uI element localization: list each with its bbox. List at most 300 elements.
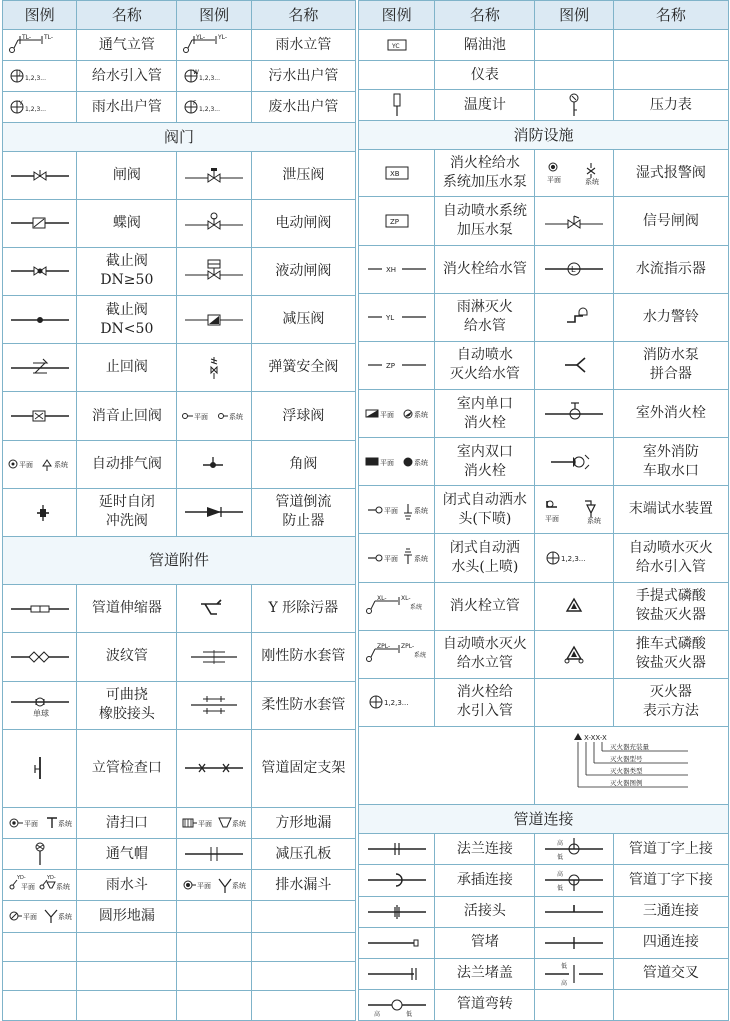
name-cell <box>77 585 177 633</box>
table-row <box>3 92 356 123</box>
symbol-name: 推车式磷酸 铵盐灭火器 <box>635 636 706 672</box>
symbol-cell <box>535 245 613 293</box>
symbol-name: 管道倒流 防止器 <box>275 494 332 530</box>
symbol-cell <box>359 245 435 293</box>
oil-separator-icon <box>364 30 430 60</box>
table-row <box>3 808 356 839</box>
table-row <box>3 870 356 901</box>
wheeled-extinguisher-icon <box>541 639 607 669</box>
table-header-row <box>359 1 729 30</box>
table-row <box>359 865 729 896</box>
symbol-name: 给水引入管 <box>91 67 162 84</box>
name-cell <box>435 150 535 197</box>
svg-text:YL: YL <box>385 314 394 323</box>
svg-text:系统: 系统 <box>587 516 602 525</box>
symbol-cell <box>177 990 251 1020</box>
name-cell <box>435 834 535 865</box>
table-row <box>3 440 356 488</box>
symbol-cell <box>3 61 77 92</box>
symbol-cell <box>359 865 435 896</box>
table-row <box>359 958 729 989</box>
name-cell <box>251 392 355 440</box>
name-cell <box>77 870 177 901</box>
hydrant-riser-icon <box>364 591 430 621</box>
symbol-name: 角阀 <box>289 455 318 472</box>
symbol-name: 管道弯转 <box>456 996 513 1013</box>
symbol-cell <box>359 438 435 486</box>
symbol-name: 截止阀 DN<50 <box>100 301 154 337</box>
name-cell <box>77 92 177 123</box>
flow-indicator-icon <box>541 254 607 284</box>
electric-gate-valve-icon <box>181 208 247 238</box>
butterfly-valve-icon <box>7 208 73 238</box>
symbol-name: 消火栓给 水引入管 <box>456 684 513 720</box>
riser-cleanout-icon <box>7 753 73 783</box>
symbol-cell <box>359 150 435 197</box>
pressure-relief-valve-icon <box>181 161 247 191</box>
stop-valve-small-icon <box>7 305 73 335</box>
table-row <box>3 123 356 152</box>
outlet-y-icon <box>7 92 73 122</box>
name-cell <box>613 30 728 61</box>
symbol-cell <box>535 927 613 958</box>
stop-valve-large-icon <box>7 256 73 286</box>
check-valve-icon <box>7 353 73 383</box>
name-cell <box>613 341 728 389</box>
symbol-cell <box>177 392 251 440</box>
name-cell <box>435 245 535 293</box>
symbol-cell <box>359 534 435 582</box>
svg-text:平面: 平面 <box>198 820 213 829</box>
symbol-cell <box>3 392 77 440</box>
symbol-cell <box>3 585 77 633</box>
symbol-name: 三通连接 <box>642 903 699 920</box>
name-cell <box>435 486 535 534</box>
gate-valve-icon <box>7 161 73 191</box>
symbol-cell <box>535 958 613 989</box>
header-name: 名称 <box>435 1 535 30</box>
svg-text:低: 低 <box>405 1010 412 1018</box>
name-cell <box>435 61 535 90</box>
name-cell <box>435 390 535 438</box>
symbol-name: 水力警铃 <box>642 308 699 325</box>
symbol-cell <box>535 150 613 197</box>
symbol-cell <box>3 92 77 123</box>
svg-text:高: 高 <box>557 871 564 879</box>
svg-text:XB: XB <box>389 170 400 179</box>
symbol-name: 末端试水装置 <box>628 501 713 518</box>
spring-safety-valve-icon <box>181 353 247 383</box>
name-cell <box>435 30 535 61</box>
name-cell <box>435 678 535 726</box>
table-row <box>3 152 356 199</box>
symbol-name: 刚性防水套管 <box>261 648 346 665</box>
symbol-cell <box>359 582 435 630</box>
flange-joint-icon <box>364 834 430 864</box>
svg-text:1,2,3...: 1,2,3... <box>383 699 409 708</box>
symbol-cell <box>3 30 77 61</box>
svg-text:XL-: XL- <box>376 595 387 603</box>
symbol-name: 雨水出户管 <box>91 98 162 115</box>
table-row <box>359 438 729 486</box>
name-cell <box>435 896 535 927</box>
symbol-cell <box>359 197 435 245</box>
svg-text:平面: 平面 <box>547 176 562 185</box>
name-cell <box>251 247 355 295</box>
table-row <box>3 488 356 536</box>
sprinkler-supply-pipe-icon <box>364 350 430 380</box>
symbol-cell <box>359 630 435 678</box>
table-row <box>3 990 356 1020</box>
svg-text:平面: 平面 <box>18 461 33 470</box>
table-row <box>359 121 729 150</box>
symbol-cell <box>177 932 251 961</box>
name-cell <box>251 440 355 488</box>
name-cell <box>251 729 355 807</box>
svg-text:ZP: ZP <box>389 218 399 227</box>
socket-joint-icon <box>364 865 430 895</box>
symbol-cell <box>3 990 77 1020</box>
symbol-name: 减压孔板 <box>275 845 332 862</box>
symbol-name: 消火栓立管 <box>449 597 520 614</box>
symbol-cell <box>3 296 77 344</box>
name-cell <box>77 990 177 1020</box>
symbol-cell <box>359 989 435 1020</box>
union-icon <box>364 897 430 927</box>
name-cell <box>251 30 355 61</box>
table-row <box>3 633 356 681</box>
outlet-f-icon <box>181 92 247 122</box>
symbol-name: 仪表 <box>470 66 499 83</box>
blind-flange-icon <box>364 959 430 989</box>
table-row <box>359 927 729 958</box>
name-cell <box>435 438 535 486</box>
svg-text:XH: XH <box>385 266 396 275</box>
symbol-name: 消音止回阀 <box>91 407 162 424</box>
symbol-cell <box>3 152 77 199</box>
empty-cell <box>359 727 535 805</box>
symbol-cell <box>177 870 251 901</box>
name-cell <box>77 681 177 729</box>
symbol-name: 灭火器 表示方法 <box>642 684 699 720</box>
name-cell <box>613 958 728 989</box>
symbol-cell <box>359 293 435 341</box>
symbol-cell <box>3 901 77 932</box>
symbol-name: 截止阀 DN≥50 <box>100 253 154 289</box>
svg-text:XL-: XL- <box>400 595 411 603</box>
symbol-name: 排水漏斗 <box>275 876 332 893</box>
signal-gate-valve-icon <box>541 206 607 236</box>
table-row <box>359 630 729 678</box>
symbol-name: 活接头 <box>463 903 506 920</box>
name-cell <box>251 488 355 536</box>
symbol-cell <box>177 488 251 536</box>
svg-text:系统: 系统 <box>585 178 600 187</box>
svg-text:X-XX-X: X-XX-X <box>583 733 607 742</box>
name-cell <box>77 808 177 839</box>
pressure-gauge-icon <box>541 90 607 120</box>
name-cell <box>251 901 355 932</box>
symbol-name: Y 形除污器 <box>268 600 339 617</box>
table-row <box>359 197 729 245</box>
symbol-cell <box>3 839 77 870</box>
name-cell <box>435 865 535 896</box>
symbol-name: 自动喷水 灭火给水管 <box>449 347 520 383</box>
symbol-cell <box>535 90 613 121</box>
symbol-cell <box>535 989 613 1020</box>
table-row <box>3 344 356 392</box>
symbol-cell <box>359 486 435 534</box>
table-row <box>359 896 729 927</box>
name-cell <box>613 896 728 927</box>
portable-extinguisher-icon <box>541 591 607 621</box>
name-cell <box>613 438 728 486</box>
symbol-cell <box>359 390 435 438</box>
symbol-cell <box>359 30 435 61</box>
vent-cap-icon <box>7 839 73 869</box>
table-row <box>3 839 356 870</box>
svg-text:系统: 系统 <box>229 413 244 422</box>
svg-text:系统: 系统 <box>232 882 247 891</box>
svg-text:1,2,3...: 1,2,3... <box>199 75 221 83</box>
sprinkler-riser-icon <box>364 639 430 669</box>
symbol-cell <box>535 30 613 61</box>
name-cell <box>435 630 535 678</box>
name-cell <box>613 390 728 438</box>
name-cell <box>613 678 728 726</box>
symbol-cell <box>359 834 435 865</box>
svg-text:系统: 系统 <box>413 410 428 419</box>
symbol-name: 管道伸缩器 <box>91 600 162 617</box>
name-cell <box>435 197 535 245</box>
symbol-name: 水流指示器 <box>635 260 706 277</box>
hydrant-inlet-icon <box>364 687 430 717</box>
table-row <box>3 199 356 247</box>
header-name: 名称 <box>251 1 355 30</box>
table-row <box>3 901 356 932</box>
symbol-cell <box>535 630 613 678</box>
section-title: 管道连接 <box>513 809 574 828</box>
symbol-name: 可曲挠 橡胶接头 <box>98 687 155 723</box>
table-row <box>3 585 356 633</box>
name-cell <box>613 834 728 865</box>
svg-text:平面: 平面 <box>383 555 398 564</box>
symbol-cell <box>177 585 251 633</box>
cleanout-icon <box>7 808 73 838</box>
outlet-w-icon <box>181 61 247 91</box>
svg-text:平面: 平面 <box>383 506 398 515</box>
symbol-cell <box>359 896 435 927</box>
name-cell <box>77 30 177 61</box>
name-cell <box>613 927 728 958</box>
symbol-cell <box>177 199 251 247</box>
svg-text:低: 低 <box>557 854 564 862</box>
symbol-cell <box>177 729 251 807</box>
symbol-name: 湿式报警阀 <box>635 164 706 181</box>
symbol-name: 自动喷水灭火 给水引入管 <box>628 540 713 576</box>
header-symbol: 图例 <box>3 1 77 30</box>
pressure-orifice-icon <box>181 839 247 869</box>
symbol-name: 立管检查口 <box>91 759 162 776</box>
symbol-cell <box>177 681 251 729</box>
hydraulic-gate-valve-icon <box>181 256 247 286</box>
svg-text:ZPL-: ZPL- <box>400 643 414 651</box>
symbol-cell <box>535 582 613 630</box>
svg-text:低: 低 <box>557 885 564 893</box>
svg-text:L: L <box>571 265 576 275</box>
table-row <box>359 61 729 90</box>
symbol-cell <box>359 678 435 726</box>
table-row <box>359 30 729 61</box>
section-header <box>359 121 729 150</box>
name-cell <box>435 534 535 582</box>
svg-text:系统: 系统 <box>413 506 428 515</box>
symbol-cell <box>3 681 77 729</box>
symbol-cell <box>177 152 251 199</box>
extinguisher-notation-legend <box>572 731 692 801</box>
pressure-reducing-valve-icon <box>181 305 247 335</box>
symbol-cell <box>177 61 251 92</box>
name-cell <box>251 344 355 392</box>
svg-text:平面: 平面 <box>194 413 209 422</box>
round-floor-drain-icon <box>7 901 73 931</box>
symbol-name: 雨水立管 <box>275 36 332 53</box>
svg-text:ZPL-: ZPL- <box>376 643 390 651</box>
symbol-name: 蝶阀 <box>112 214 141 231</box>
svg-text:系统: 系统 <box>413 458 428 467</box>
symbol-name: 隔油池 <box>463 36 506 53</box>
symbol-name: 液动闸阀 <box>275 262 332 279</box>
symbol-cell <box>535 534 613 582</box>
svg-text:系统: 系统 <box>232 820 247 829</box>
legend-cell <box>535 727 729 805</box>
svg-text:高: 高 <box>373 1010 380 1018</box>
symbol-name: 闭式自动洒 水头(上喷) <box>449 540 520 576</box>
hydrant-supply-pipe-icon <box>364 254 430 284</box>
symbol-cell <box>177 30 251 61</box>
square-floor-drain-icon <box>181 808 247 838</box>
symbol-name: 管堵 <box>470 934 499 951</box>
svg-text:平面: 平面 <box>197 882 212 891</box>
symbol-name: 四通连接 <box>642 934 699 951</box>
svg-text:TL-: TL- <box>21 34 31 42</box>
symbol-cell <box>3 440 77 488</box>
name-cell <box>251 296 355 344</box>
name-cell <box>77 729 177 807</box>
table-row <box>359 390 729 438</box>
indoor-single-hydrant-icon <box>364 399 430 429</box>
name-cell <box>251 808 355 839</box>
symbol-name: 延时自闭 冲洗阀 <box>98 494 155 530</box>
svg-text:灭火器型号: 灭火器型号 <box>609 754 643 763</box>
symbol-cell <box>359 61 435 90</box>
silent-check-valve-icon <box>7 401 73 431</box>
table-row <box>359 582 729 630</box>
section-header <box>3 123 356 152</box>
svg-text:单球: 单球 <box>32 709 49 719</box>
tee-falling-icon <box>541 865 607 895</box>
name-cell <box>77 901 177 932</box>
name-cell <box>613 582 728 630</box>
name-cell <box>251 961 355 990</box>
symbol-cell <box>177 961 251 990</box>
pipe-bend-icon <box>364 990 430 1020</box>
name-cell <box>77 152 177 199</box>
symbol-cell <box>3 344 77 392</box>
name-cell <box>77 392 177 440</box>
svg-text:W: W <box>193 69 200 77</box>
cross-joint-icon <box>541 928 607 958</box>
table-row <box>359 486 729 534</box>
symbol-cell <box>359 341 435 389</box>
svg-text:平面: 平面 <box>20 883 35 892</box>
symbol-cell <box>3 729 77 807</box>
sprinkler-inlet-icon <box>541 543 607 573</box>
name-cell <box>251 932 355 961</box>
name-cell <box>251 839 355 870</box>
end-test-device-icon <box>541 495 607 525</box>
section-title: 管道附件 <box>148 551 209 570</box>
name-cell <box>77 247 177 295</box>
symbol-cell <box>535 197 613 245</box>
name-cell <box>435 958 535 989</box>
svg-text:1,2,3...: 1,2,3... <box>24 75 46 83</box>
svg-text:高: 高 <box>561 979 568 987</box>
symbol-name: 弹簧安全阀 <box>268 359 339 376</box>
pipe-cap-icon <box>364 928 430 958</box>
name-cell <box>251 990 355 1020</box>
symbol-cell <box>535 486 613 534</box>
auto-air-vent-icon <box>7 449 73 479</box>
svg-text:平面: 平面 <box>545 514 560 523</box>
hydrant-booster-pump-icon <box>364 158 430 188</box>
svg-text:系统: 系统 <box>413 652 426 660</box>
name-cell <box>613 150 728 197</box>
symbol-name: 闸阀 <box>112 167 141 184</box>
svg-text:Y: Y <box>18 100 23 108</box>
pump-adapter-icon <box>541 350 607 380</box>
table-row <box>359 989 729 1020</box>
symbol-cell <box>177 901 251 932</box>
svg-text:低: 低 <box>561 962 568 970</box>
table-row <box>359 678 729 726</box>
tee-joint-icon <box>541 897 607 927</box>
table-row <box>3 30 356 61</box>
svg-text:灭火器充装量: 灭火器充装量 <box>609 742 649 751</box>
symbol-cell <box>359 927 435 958</box>
name-cell <box>613 245 728 293</box>
table-row <box>359 90 729 121</box>
name-cell <box>251 633 355 681</box>
symbol-name: 自动排气阀 <box>91 455 162 472</box>
symbol-cell <box>177 808 251 839</box>
symbol-name: 室外消火栓 <box>635 405 706 422</box>
symbol-name: 手提式磷酸 铵盐灭火器 <box>635 588 706 624</box>
name-cell <box>435 582 535 630</box>
symbol-name: 清扫口 <box>105 814 148 831</box>
symbol-name: 雨淋灭火 给水管 <box>456 299 513 335</box>
svg-text:系统: 系统 <box>55 883 70 892</box>
svg-text:平面: 平面 <box>379 410 394 419</box>
symbol-name: 自动喷水系统 加压水泵 <box>442 203 527 239</box>
indoor-double-hydrant-icon <box>364 447 430 477</box>
table-row <box>3 61 356 92</box>
corrugated-pipe-icon <box>7 642 73 672</box>
name-cell <box>251 61 355 92</box>
header-symbol: 图例 <box>177 1 251 30</box>
header-name: 名称 <box>77 1 177 30</box>
name-cell <box>613 293 728 341</box>
